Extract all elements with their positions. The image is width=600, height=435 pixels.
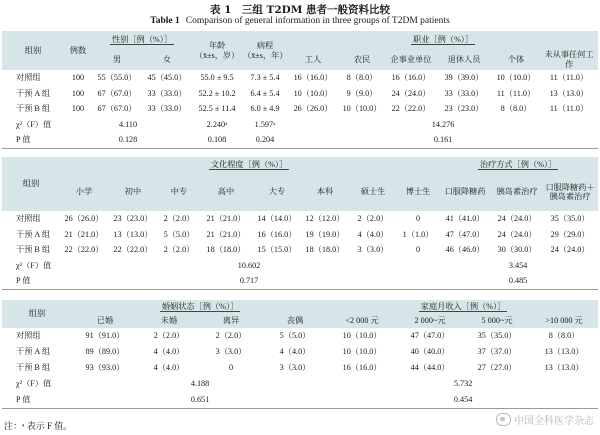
cell: 24（24.0） [492, 211, 542, 227]
cell: 47（47.0） [438, 227, 492, 243]
header-marital [72, 300, 328, 314]
cell: 16（16.0） [386, 70, 436, 86]
subheader-cell: 已婚 [72, 314, 138, 328]
subheader-cell: 本科 [302, 173, 348, 211]
subheader-cell: 5 000~元 [464, 314, 530, 328]
cell: 10（10.0） [288, 86, 338, 102]
subheader-cell: 初中 [108, 173, 158, 211]
cell: 22（22.0） [386, 101, 436, 117]
header-group: 组别 [2, 31, 64, 70]
general-info-table-part2 [2, 157, 598, 290]
cell: 27（27.0） [464, 360, 530, 376]
subheader-cell: 硕士生 [348, 173, 398, 211]
cell: 3（3.0） [200, 344, 262, 360]
cell: 9（9.0） [338, 86, 386, 102]
cell: 2（2.0） [348, 211, 398, 227]
cell: 12（12.0） [302, 211, 348, 227]
header-occupation [288, 31, 598, 49]
subheader-cell: 丧偶 [262, 314, 328, 328]
subheader-cell: 高中 [200, 173, 252, 211]
cell: 3（3.0） [262, 360, 328, 376]
cell: 5（5.0） [262, 328, 328, 344]
header-course [242, 31, 288, 70]
row-group: 干预 B 组 [2, 242, 60, 258]
stat-value: 14.276 [288, 117, 598, 133]
subheader-cell: 胰岛素治疗 [492, 173, 542, 211]
cell: 13（13.0） [540, 86, 598, 102]
cell: 47（47.0） [396, 328, 464, 344]
cell: 22（22.0） [108, 242, 158, 258]
cell: 8（8.0） [530, 328, 598, 344]
header-age-unit: （x̄±s，岁） [194, 50, 240, 60]
stat-value: 5.732 [328, 376, 598, 392]
cell: 10（10.0） [328, 328, 396, 344]
header-age-label: 年龄 [208, 41, 226, 51]
cell: 44（44.0） [396, 360, 464, 376]
p-value: 0.717 [60, 273, 438, 289]
subheader-cell: 博士生 [398, 173, 438, 211]
cell: 100 [64, 70, 92, 86]
table-title-chinese: 表 1 三组 T2DM 患者一般资料比较 [209, 4, 391, 16]
table-row [2, 344, 598, 360]
cell: 100 [64, 101, 92, 117]
cell: 15（15.0） [252, 242, 302, 258]
row-group: 干预 B 组 [2, 360, 72, 376]
subheader-cell: 2 000~元 [396, 314, 464, 328]
p-value: 0.108 [192, 132, 242, 148]
header-treatment [438, 157, 598, 173]
cell: 10（10.0） [328, 344, 396, 360]
p-value: 0.204 [242, 132, 288, 148]
cell: 8（8.0） [492, 101, 540, 117]
cell: 33（33.0） [436, 86, 492, 102]
cell: 19（19.0） [302, 227, 348, 243]
cell: 91（91.0） [72, 328, 138, 344]
cell: 4（4.0） [138, 360, 200, 376]
table-title-english [0, 16, 600, 26]
header-income [328, 300, 598, 314]
header-income-label: 家庭月收入［例（%）］ [420, 301, 506, 311]
p-label: P 值 [2, 273, 60, 289]
subheader-cell: 口服降糖药＋胰岛素治疗 [542, 173, 598, 211]
header-course-unit: （x̄±s，年） [243, 50, 288, 60]
cell: 41（41.0） [438, 211, 492, 227]
stat-row [2, 376, 598, 392]
subheader-cell: <2 000 元 [328, 314, 396, 328]
subheader-cell: 企事业单位 [386, 49, 436, 70]
p-value: 0.651 [72, 392, 328, 409]
cell: 39（39.0） [436, 70, 492, 86]
table-row [2, 328, 598, 344]
cell: 40（40.0） [396, 344, 464, 360]
cell: 46（46.0） [438, 242, 492, 258]
cell: 5（5.0） [158, 227, 200, 243]
cell: 18（18.0） [302, 242, 348, 258]
cell: 33（33.0） [142, 101, 192, 117]
cell: 2（2.0） [158, 242, 200, 258]
header-group: 组别 [2, 157, 60, 211]
cell: 100 [64, 86, 92, 102]
p-value: 0.485 [438, 273, 598, 289]
subheader-cell: 大专 [252, 173, 302, 211]
cell: 67（67.0） [92, 86, 142, 102]
stat-value: 4.110 [64, 117, 192, 133]
cell: 26（26.0） [60, 211, 108, 227]
cell: 55.0 ± 9.5 [192, 70, 242, 86]
cell: 8（8.0） [338, 70, 386, 86]
stat-value: 4.188 [72, 376, 328, 392]
cell: 4（4.0） [138, 344, 200, 360]
stat-value: 1.597ᵃ [242, 117, 288, 133]
subheader-cell: 个体 [492, 49, 540, 70]
table-row [2, 227, 598, 243]
cell: 33（33.0） [142, 86, 192, 102]
stat-label: χ²（F）值 [2, 376, 72, 392]
cell: 93（93.0） [72, 360, 138, 376]
subheader-cell: 工人 [288, 49, 338, 70]
general-info-table-part1 [2, 31, 598, 149]
p-label: P 值 [2, 132, 64, 148]
table-caption: Comparison of general information in three groups of T2DM patients [185, 16, 450, 26]
header-education [60, 157, 438, 173]
header-sex-label: 性别［例（%）］ [111, 34, 173, 44]
row-group: 干预 A 组 [2, 227, 60, 243]
table-row [2, 86, 598, 102]
row-group: 干预 B 组 [2, 101, 64, 117]
cell: 89（89.0） [72, 344, 138, 360]
subheader-cell: 男 [92, 49, 142, 70]
cell: 67（67.0） [92, 101, 142, 117]
cell: 6.0 ± 4.9 [242, 101, 288, 117]
cell: 0 [398, 211, 438, 227]
cell: 24（24.0） [542, 242, 598, 258]
table-row [2, 101, 598, 117]
header-course-label: 病程 [256, 41, 274, 51]
cell: 21（21.0） [200, 211, 252, 227]
cell: 7.3 ± 5.4 [242, 70, 288, 86]
subheader-cell: 未从事任何工作 [540, 49, 598, 70]
cell: 16（16.0） [288, 70, 338, 86]
cell: 4（4.0） [348, 227, 398, 243]
cell: 2（2.0） [138, 328, 200, 344]
p-value: 0.454 [328, 392, 598, 409]
cell: 2（2.0） [158, 211, 200, 227]
cell: 35（35.0） [464, 328, 530, 344]
stat-value: 3.454 [438, 258, 598, 274]
p-row [2, 132, 598, 148]
cell: 52.2 ± 10.2 [192, 86, 242, 102]
row-group: 对照组 [2, 211, 60, 227]
cell: 37（37.0） [464, 344, 530, 360]
cell: 29（29.0） [542, 227, 598, 243]
subheader-cell: 退休人员 [436, 49, 492, 70]
row-group: 对照组 [2, 328, 72, 344]
cell: 13（13.0） [108, 227, 158, 243]
watermark-text: 中国全科医学杂志 [514, 416, 594, 427]
p-value: 0.161 [288, 132, 598, 148]
p-label: P 值 [2, 392, 72, 409]
table-row [2, 242, 598, 258]
cell: 0 [398, 242, 438, 258]
header-treatment-label: 治疗方式［例（%）］ [479, 159, 557, 169]
cell: 35（35.0） [542, 211, 598, 227]
stat-row [2, 117, 598, 133]
table-number: Table 1 [150, 16, 180, 26]
cell: 13（13.0） [530, 360, 598, 376]
header-age [192, 31, 242, 70]
cell: 23（23.0） [436, 101, 492, 117]
table-row [2, 360, 598, 376]
cell: 2（2.0） [200, 328, 262, 344]
cell: 6.4 ± 5.4 [242, 86, 288, 102]
p-row [2, 273, 598, 289]
wechat-icon [496, 413, 511, 426]
cell: 0 [200, 360, 262, 376]
subheader-cell: >10 000 元 [530, 314, 598, 328]
subheader-cell: 离异 [200, 314, 262, 328]
p-value: 0.128 [64, 132, 192, 148]
cell: 45（45.0） [142, 70, 192, 86]
subheader-cell: 农民 [338, 49, 386, 70]
cell: 16（16.0） [252, 227, 302, 243]
stat-label: χ²（F）值 [2, 258, 60, 274]
row-group: 对照组 [2, 70, 64, 86]
cell: 13（13.0） [530, 344, 598, 360]
p-row [2, 392, 598, 409]
cell: 21（21.0） [60, 227, 108, 243]
header-cases: 例数 [64, 31, 92, 70]
header-education-label: 文化程度［例（%）］ [210, 159, 288, 169]
general-info-table-part3 [2, 300, 598, 409]
table-row [2, 211, 598, 227]
header-marital-label: 婚姻状态［例（%）］ [161, 301, 239, 311]
cell: 26（26.0） [288, 101, 338, 117]
watermark [496, 412, 594, 427]
cell: 24（24.0） [386, 86, 436, 102]
cell: 3（3.0） [348, 242, 398, 258]
cell: 55（55.0） [92, 70, 142, 86]
table-footnote: 注：ᵃ 表示 F 值。 [4, 421, 73, 431]
cell: 14（14.0） [252, 211, 302, 227]
cell: 18（18.0） [200, 242, 252, 258]
cell: 11（11.0） [540, 101, 598, 117]
subheader-cell: 未婚 [138, 314, 200, 328]
table-row [2, 70, 598, 86]
cell: 23（23.0） [108, 211, 158, 227]
stat-row [2, 258, 598, 274]
cell: 16（16.0） [328, 360, 396, 376]
header-sex [92, 31, 192, 49]
cell: 52.5 ± 11.4 [192, 101, 242, 117]
cell: 1（1.0） [398, 227, 438, 243]
row-group: 干预 A 组 [2, 86, 64, 102]
cell: 10（10.0） [492, 70, 540, 86]
stat-value: 10.602 [60, 258, 438, 274]
cell: 11（11.0） [540, 70, 598, 86]
cell: 11（11.0） [492, 86, 540, 102]
cell: 30（30.0） [492, 242, 542, 258]
cell: 24（24.0） [492, 227, 542, 243]
subheader-cell: 口服降糖药 [438, 173, 492, 211]
cell: 21（21.0） [200, 227, 252, 243]
subheader-cell: 中专 [158, 173, 200, 211]
stat-label: χ²（F）值 [2, 117, 64, 133]
header-occupation-label: 职业［例（%）］ [413, 34, 474, 44]
row-group: 干预 A 组 [2, 344, 72, 360]
cell: 10（10.0） [338, 101, 386, 117]
header-group: 组别 [2, 300, 72, 328]
cell: 22（22.0） [60, 242, 108, 258]
subheader-cell: 小学 [60, 173, 108, 211]
cell: 4（4.0） [262, 344, 328, 360]
stat-value: 2.240ᵃ [192, 117, 242, 133]
subheader-cell: 女 [142, 49, 192, 70]
